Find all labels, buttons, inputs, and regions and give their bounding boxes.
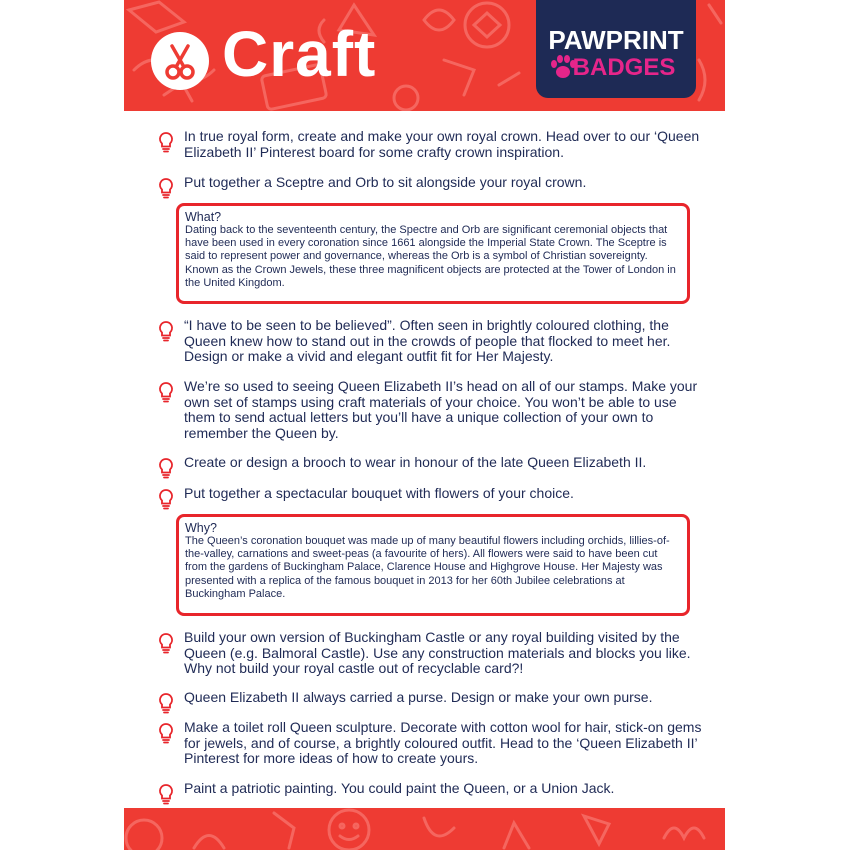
why-info-box	[176, 514, 690, 616]
lightbulb-icon	[158, 692, 174, 714]
lightbulb-icon	[158, 722, 174, 744]
item-text: We’re so used to seeing Queen Elizabeth II’s head on all of our stamps. Make your own set of stamps using craft materials of your choice. You won’t be able to use them to send actual letters but you’ll have a unique collection of your own to remember the Queen by.	[184, 378, 698, 441]
item-text: Paint a patriotic painting. You could paint the Queen, or a Union Jack.	[184, 780, 615, 796]
lightbulb-icon	[158, 381, 174, 403]
lightbulb-icon	[158, 457, 174, 479]
footer-doodle-pattern	[124, 808, 725, 850]
item-text: Put together a spectacular bouquet with flowers of your choice.	[184, 485, 574, 501]
item-text: Put together a Sceptre and Orb to sit alongside your royal crown.	[184, 174, 587, 190]
box-heading: What?	[185, 210, 222, 224]
item-text: Queen Elizabeth II always carried a purse. Design or make your own purse.	[184, 689, 653, 705]
lightbulb-icon	[158, 488, 174, 510]
lightbulb-icon	[158, 131, 174, 153]
lightbulb-icon	[158, 632, 174, 654]
pawprint-badges-logo	[536, 0, 696, 98]
scissors-icon-badge	[151, 32, 209, 90]
lightbulb-icon	[158, 177, 174, 199]
logo-text-top: PAWPRINT	[548, 25, 684, 55]
what-info-box	[176, 203, 690, 304]
item-text: “I have to be seen to be believed”. Often seen in brightly coloured clothing, the Queen knew how to stand out in the crowds of people that flocked to meet her. Design or make a vivid and elegant outfit fit for Her Majesty.	[184, 317, 671, 365]
lightbulb-icon	[158, 320, 174, 342]
craft-page	[124, 0, 725, 850]
scissors-icon	[151, 32, 209, 90]
box-body: Dating back to the seventeenth century, the Spectre and Orb are significant ceremonial objects that have been used in every coronation since 1661 alongside the Imperial State Crown. The Sceptre is said to represent power and governance, whereas the Orb is a symbol of Christian sovereignty. Known as the Crown Jewels, these three magnificent objects are protected at the Tower of London in the United Kingdom.	[185, 224, 676, 289]
page-title: Craft	[222, 18, 377, 90]
item-text: Build your own version of Buckingham Castle or any royal building visited by the Queen (e.g. Balmoral Castle). Use any construction materials and blocks you like. Why not build your royal castle out of recyclable card?!	[184, 629, 691, 677]
box-heading: Why?	[185, 521, 217, 535]
item-text: In true royal form, create and make your own royal crown. Head over to our ‘Queen Elizabeth II’ Pinterest board for some crafty crown inspiration.	[184, 128, 700, 160]
header-banner	[124, 0, 725, 111]
footer-banner	[124, 808, 725, 850]
box-body: The Queen’s coronation bouquet was made up of many beautiful flowers including orchids, lillies-of-the-valley, carnations and sweet-peas (a favourite of hers). All flowers were said to have been cut from the gardens of Buckingham Palace, Clarence House and Highgrove House. Her Majesty was presented with a replica of the famous bouquet in 2013 for her 60th Jubilee celebrations at Buckingham Palace.	[185, 535, 670, 600]
logo-text-bottom: BADGES	[572, 54, 676, 81]
lightbulb-icon	[158, 783, 174, 805]
item-text: Make a toilet roll Queen sculpture. Decorate with cotton wool for hair, stick-on gems for jewels, and of course, a brightly coloured outfit. Head to the ‘Queen Elizabeth II’ Pinterest for more ideas of how to create yours.	[184, 719, 702, 767]
item-text: Create or design a brooch to wear in honour of the late Queen Elizabeth II.	[184, 454, 647, 470]
